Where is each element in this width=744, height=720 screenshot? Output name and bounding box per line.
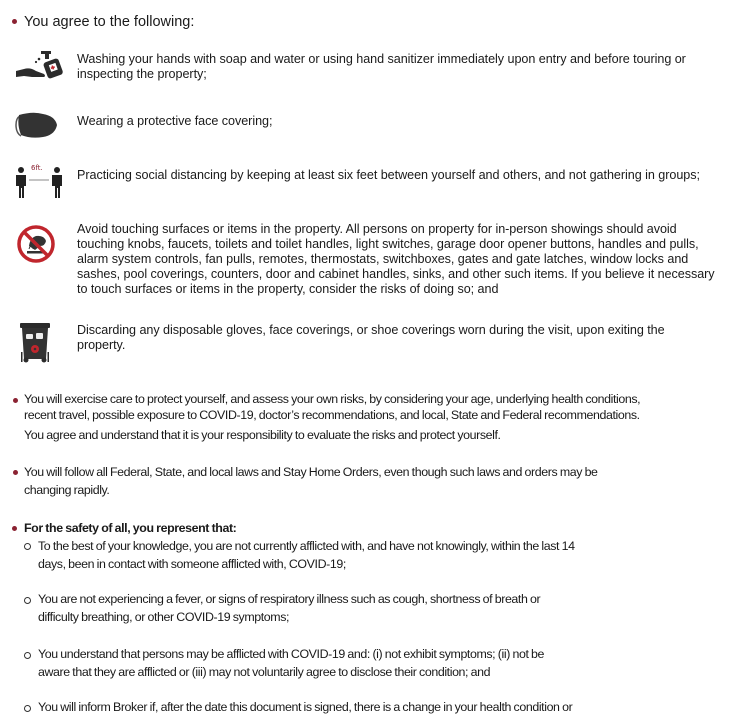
item-line: sashes, pool coverings, counters, door and cabinet handles, sinks, and other such items. If you believe it necessary — [77, 267, 715, 281]
hand-sanitizer-icon — [14, 47, 64, 83]
sub-bullet — [24, 705, 31, 712]
intro-text: You agree to the following: — [24, 14, 195, 30]
item-line: Avoid touching surfaces or items in the property. All persons on property for in-person showings should avoid — [77, 222, 677, 236]
intro-bullet — [12, 19, 17, 24]
item-line: Washing your hands with soap and water or using hand sanitizer immediately upon entry and before touring or — [77, 52, 686, 66]
item-line: alarm system controls, fan pulls, remotes, thermostats, switchboxes, gates and gate latches, window locks and — [77, 252, 689, 266]
safety-item-line: You are not experiencing a fever, or signs of respiratory illness such as cough, shortness of breath or — [38, 592, 541, 606]
item-line: Wearing a protective face covering; — [77, 114, 273, 128]
sub-bullet — [24, 543, 31, 550]
item-line: Discarding any disposable gloves, face coverings, or shoe coverings worn during the visit, upon exiting the — [77, 323, 665, 337]
safety-item-line: You understand that persons may be afflicted with COVID-19 and: (i) not exhibit symptoms; (ii) not be — [38, 647, 545, 661]
safety-item-line: aware that they are afflicted or (iii) may not voluntarily agree to disclose their condition; and — [38, 665, 491, 679]
care-line: You will exercise care to protect yourself, and assess your own risks, by considering your age, underlying health conditions, — [24, 392, 641, 406]
item-line: touching knobs, faucets, toilets and toilet handles, light switches, garage door opener buttons, handles and pulls, — [77, 237, 699, 251]
safety-bullet — [12, 526, 17, 531]
item-line: to touch surfaces or items in the property, consider the risks of doing so; and — [77, 282, 499, 296]
safety-item-line: You will inform Broker if, after the date this document is signed, there is a change in your health condition or — [38, 700, 573, 714]
sub-bullet — [24, 652, 31, 659]
care-line: You agree and understand that it is your responsibility to evaluate the risks and protect yourself. — [24, 428, 501, 442]
care-line: recent travel, possible exposure to COVID-19, doctor’s recommendations, and local, State and Federal recommendations. — [24, 408, 640, 422]
biohazard-bin-icon — [18, 322, 52, 364]
no-touch-icon — [16, 224, 56, 264]
safety-item-line: difficulty breathing, or other COVID-19 symptoms; — [38, 610, 290, 624]
laws-line: You will follow all Federal, State, and local laws and Stay Home Orders, even though such laws and orders may be — [24, 465, 598, 479]
care-bullet — [13, 398, 18, 403]
social-distancing-icon — [14, 164, 64, 200]
laws-bullet — [13, 470, 18, 475]
laws-line: changing rapidly. — [24, 483, 110, 497]
item-line: property. — [77, 338, 126, 352]
distance-label: 6ft. — [31, 164, 43, 172]
safety-item-line: days, been in contact with someone afflicted with, COVID-19; — [38, 557, 346, 571]
item-line: Practicing social distancing by keeping at least six feet between yourself and others, and not gathering in groups; — [77, 168, 700, 182]
sub-bullet — [24, 597, 31, 604]
safety-heading: For the safety of all, you represent that: — [24, 521, 237, 535]
safety-item-line: To the best of your knowledge, you are not currently afflicted with, and have not knowingly, within the last 14 — [38, 539, 575, 553]
face-mask-icon — [13, 111, 59, 139]
item-line: inspecting the property; — [77, 67, 207, 81]
